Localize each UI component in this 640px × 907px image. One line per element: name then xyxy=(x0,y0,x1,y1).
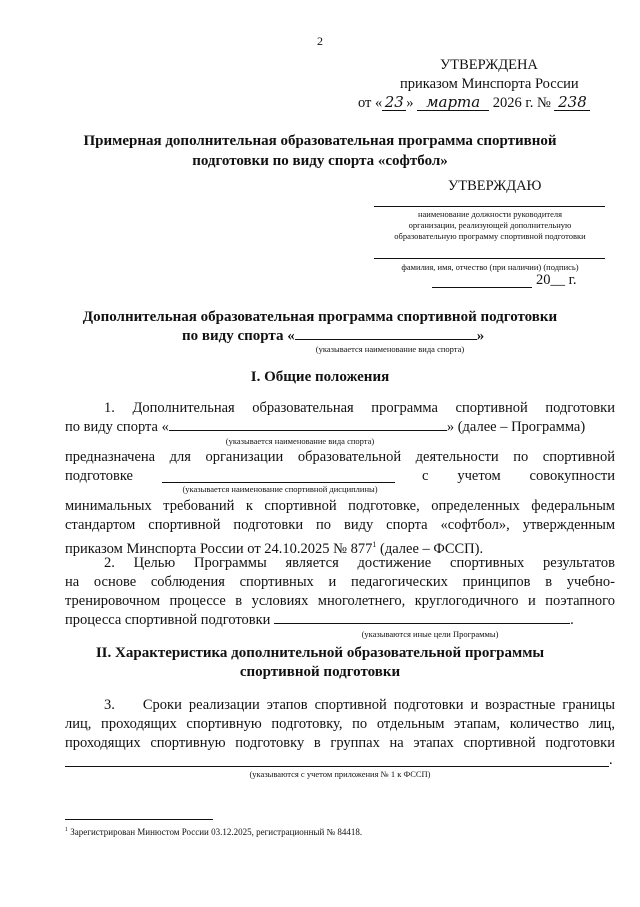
p3-line2: лиц, проходящих спортивную подготовку, по отдельным этапам, количество лиц, xyxy=(65,716,615,732)
position-caption-2: организации, реализующей дополнительную xyxy=(408,220,572,230)
approve-label: УТВЕРЖДАЮ xyxy=(448,178,542,194)
position-caption-1: наименование должности руководителя xyxy=(417,209,563,219)
doc-title-line2: подготовки по виду спорта «софтбол» xyxy=(192,153,448,169)
p3-blank-line xyxy=(65,766,609,767)
program-title-line1: Дополнительная образовательная программа спортивной подготовки xyxy=(82,309,558,325)
approval-day: 23 xyxy=(382,95,406,111)
p1-line7-b: (далее – ФССП). xyxy=(376,540,484,557)
p2-line4 xyxy=(65,596,615,630)
position-caption-3: образовательную программу спортивной подготовки xyxy=(394,231,586,241)
name-line xyxy=(374,258,605,259)
p2-caption: (указываются иные цели Программы) xyxy=(361,629,499,639)
p3-caption: (указываются с учетом приложения № 1 к ФССП) xyxy=(249,769,431,779)
footnote xyxy=(65,827,362,837)
p2-line2: на основе соблюдения спортивных и педагогических принципов в учебно- xyxy=(65,574,615,590)
approval-date-line xyxy=(358,94,590,113)
p1-line7-a: приказом Минспорта России от 24.10.2025 № 877 xyxy=(65,540,373,557)
doc-title-line1: Примерная дополнительная образовательная программа спортивной xyxy=(83,133,557,149)
program-title-line2 xyxy=(182,326,484,346)
p2-line1: 2. Целью Программы является достижение спортивных результатов xyxy=(104,555,615,571)
program-title-caption: (указывается наименование вида спорта) xyxy=(315,344,465,354)
program-title-suffix: » xyxy=(476,328,485,344)
p1-discipline-blank xyxy=(162,482,395,483)
approval-month: марта xyxy=(417,95,489,111)
p2-line4-b: . xyxy=(570,612,574,628)
footnote-separator xyxy=(65,819,213,820)
approval-title: УТВЕРЖДЕНА xyxy=(440,57,538,73)
date-quote: » xyxy=(406,95,414,111)
p1-line6: стандартом спортивной подготовки по виду спорта «софтбол», утвержденным xyxy=(65,517,615,533)
p3-line1: 3. Сроки реализации этапов спортивной подготовки и возрастные границы xyxy=(104,697,615,713)
p1-line3: предназначена для организации образовательной деятельности по спортивной xyxy=(65,449,615,465)
p1-line2-a: по виду спорта « xyxy=(65,419,169,435)
program-title-prefix: по виду спорта « xyxy=(182,328,295,344)
p2-goals-blank xyxy=(274,623,570,624)
p3-line4-end: . xyxy=(609,752,613,768)
p1-line4-a: подготовке xyxy=(65,468,133,484)
footnote-text: Зарегистрирован Минюстом России 03.12.2025, регистрационный № 84418. xyxy=(70,827,363,837)
page-number: 2 xyxy=(317,34,323,48)
p2-line3: тренировочном процессе в условиях многолетнего, круглогодичного и поэтапного xyxy=(65,593,615,609)
approval-order-number: 238 xyxy=(554,95,590,111)
p1-caption1: (указывается наименование вида спорта) xyxy=(225,436,375,446)
p3-line3: проходящих спортивную подготовку в группах на этапах спортивной подготовки xyxy=(65,735,615,751)
p1-line4-b: с учетом совокупности xyxy=(422,468,615,484)
footnote-ref[interactable]: 1 xyxy=(372,540,377,549)
p1-line2-b: » (далее – Программа) xyxy=(446,419,586,435)
section2-heading-line2: спортивной подготовки xyxy=(239,664,401,680)
p1-line5: минимальных требований к спортивной подготовке, определенных федеральным xyxy=(65,498,615,514)
name-caption: фамилия, имя, отчество (при наличии) (подпись) xyxy=(401,262,579,272)
date-line-blank xyxy=(432,287,532,288)
date-prefix: от « xyxy=(358,95,383,111)
approve-year-line: 20__ г. xyxy=(536,272,577,288)
position-line xyxy=(374,206,605,207)
p1-line1: 1. Дополнительная образовательная программа спортивной подготовки xyxy=(104,400,615,416)
sport-name-blank xyxy=(295,339,477,340)
approval-order-line: приказом Минспорта России xyxy=(400,76,579,92)
footnote-marker: 1 xyxy=(65,827,68,833)
p1-sport-blank xyxy=(169,430,447,431)
p1-caption2: (указывается наименование спортивной дисциплины) xyxy=(182,484,378,494)
section1-heading: I. Общие положения xyxy=(250,369,390,385)
p1-line2 xyxy=(65,418,615,437)
p2-line4-a: процесса спортивной подготовки xyxy=(65,612,271,628)
approval-year: 2026 г. № xyxy=(492,95,551,111)
section2-heading-line1: II. Характеристика дополнительной образовательной программы xyxy=(95,645,545,661)
